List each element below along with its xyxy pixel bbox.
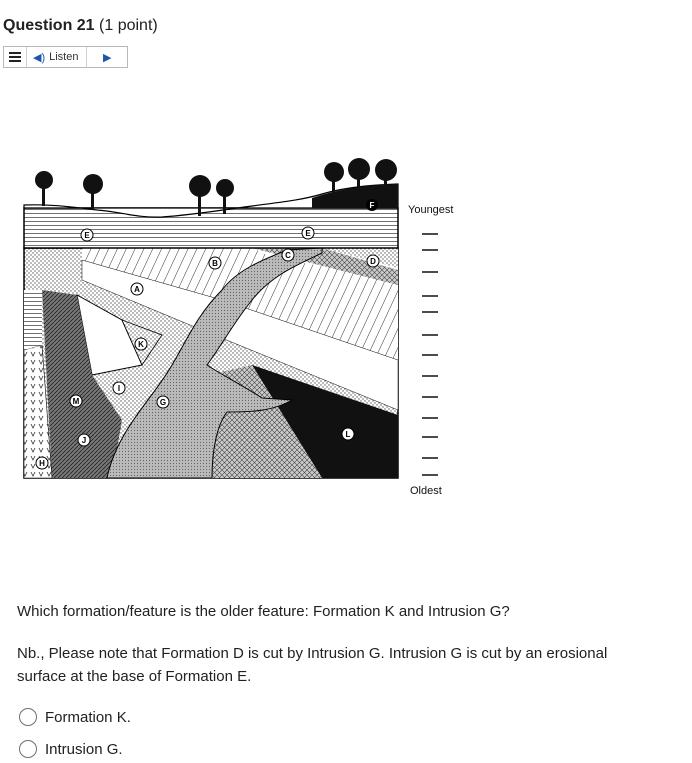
question-number: Question 21 [3, 17, 95, 34]
menu-icon[interactable] [4, 47, 27, 67]
question-points: (1 point) [99, 17, 158, 34]
listen-label: Listen [49, 51, 79, 63]
feature-label-e2: E [305, 229, 311, 238]
age-scale-ticks [422, 234, 438, 475]
feature-label-h: H [39, 459, 45, 468]
feature-label-g: G [159, 398, 167, 407]
feature-label-k: K [138, 340, 144, 349]
feature-label-m: M [72, 397, 80, 406]
feature-label-d: D [370, 257, 376, 266]
feature-label-e1: E [84, 231, 90, 240]
feature-label-f: F [369, 201, 375, 210]
option-label: Formation K. [45, 708, 131, 726]
oldest-label: Oldest [410, 485, 442, 497]
geologic-cross-section [22, 150, 462, 510]
radio-button[interactable] [19, 740, 37, 758]
listen-button[interactable] [27, 47, 87, 67]
read-aloud-toolbar [3, 46, 128, 68]
feature-label-c: C [285, 251, 291, 260]
option-label: Intrusion G. [45, 740, 123, 758]
option-formation-k[interactable] [19, 708, 131, 726]
youngest-label: Youngest [408, 204, 454, 216]
feature-label-i: I [117, 384, 121, 393]
speaker-icon: ◀) [33, 51, 46, 64]
question-prompt: Which formation/feature is the older feature: Formation K and Intrusion G? [17, 603, 510, 620]
question-note: Nb., Please note that Formation D is cut by Intrusion G. Intrusion G is cut by an erosional surface at the base of Formation E. [17, 645, 608, 685]
play-icon[interactable]: ▶ [103, 51, 112, 64]
option-intrusion-g[interactable] [19, 740, 123, 758]
feature-label-j: J [81, 436, 87, 445]
feature-label-b: B [212, 259, 218, 268]
radio-button[interactable] [19, 708, 37, 726]
question-title [3, 17, 158, 35]
feature-label-l: L [345, 430, 351, 439]
feature-label-a: A [134, 285, 140, 294]
